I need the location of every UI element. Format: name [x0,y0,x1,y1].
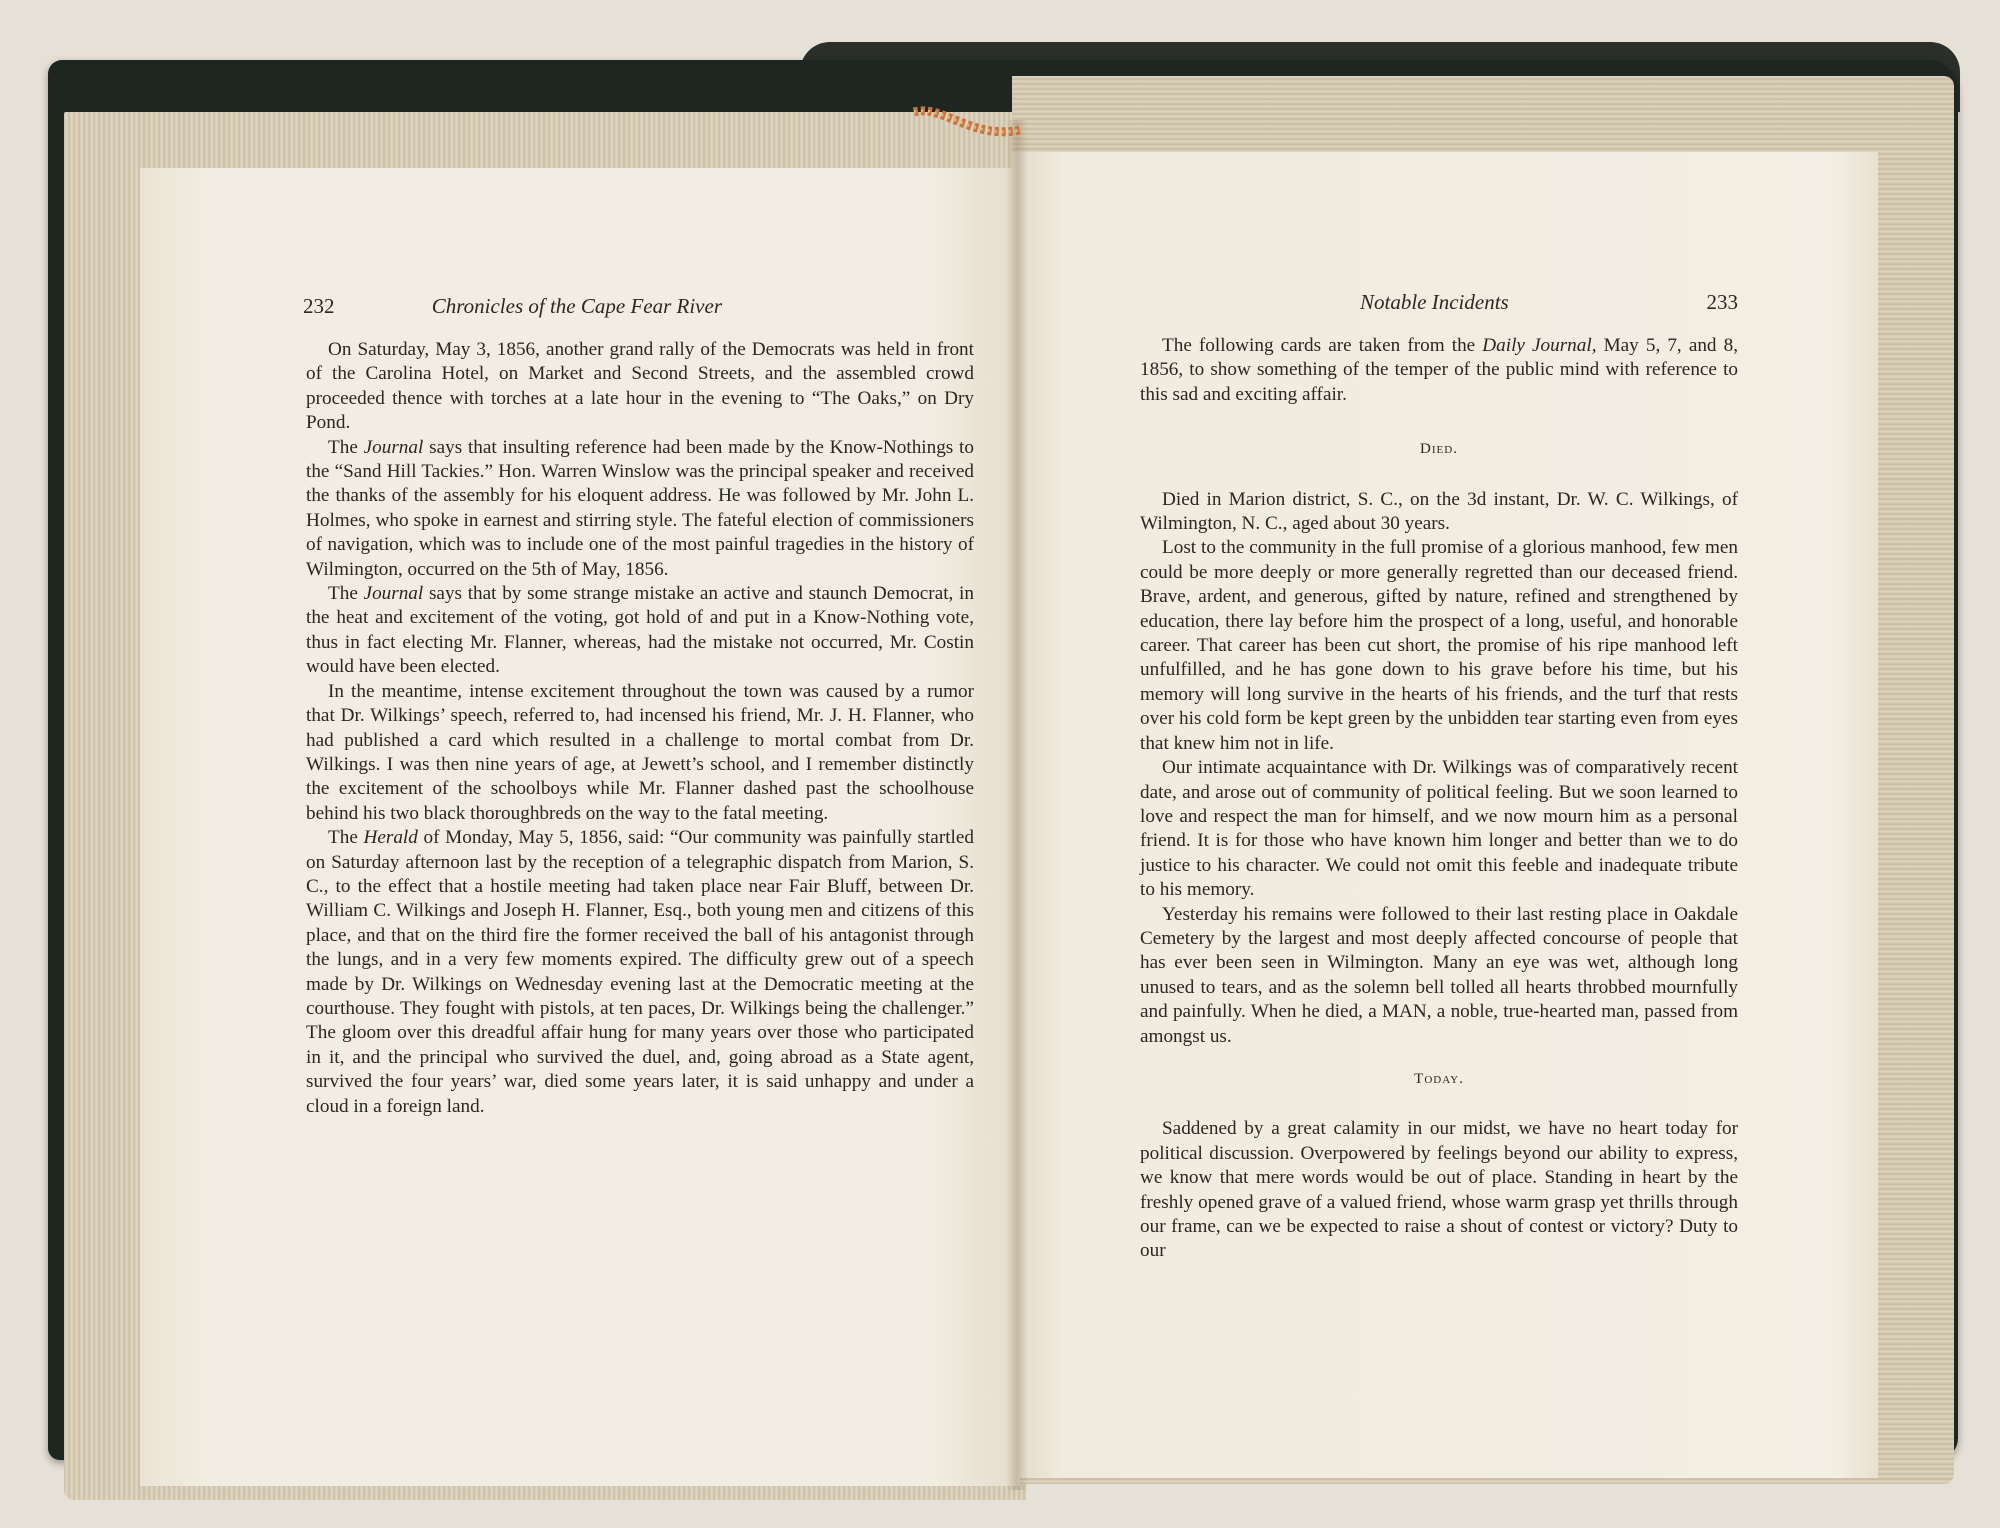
left-page-header [303,294,993,319]
paragraph: Died in Marion district, S. C., on the 3d instant, Dr. W. C. Wilkings, of Wilmington, N. C., aged about 30 years. [1140,488,1738,535]
paragraph: In the meantime, intense excitement throughout the town was caused by a rumor that Dr. Wilkings’ speech, referred to, had incensed his friend, Mr. J. H. Flanner, who had published a card which resulted in a challenge to mortal combat from Dr. Wilkings. I was then nine years of age, at Jewett’s school, and I remember distinctly the excitement of the schoolboys while Mr. Flanner dashed past the schoolhouse behind his two black thoroughbreds on the way to the fatal meeting. [306,680,974,824]
italic-title: Journal [363,436,424,458]
right-page-body [1140,334,1738,1264]
paragraph: Lost to the community in the full promise of a glorious manhood, few men could be more deeply or more generally regretted than our deceased friend. Brave, ardent, and generous, gifted by nature, refined and strengthened by education, there lay before him the prospect of a long, useful, and honorable career. That career has been cut short, the promise of his ripe manhood left unfulfilled, and he has gone down to his grave before his time, but his memory will long survive in the hearts of his friends, and the turf that rests over his cold form be kept green by the unbidden tear starting even from eyes that knew him not in life. [1140,537,1738,754]
right-running-title: Notable Incidents [1360,290,1509,314]
right-page [1012,152,1878,1478]
left-page-number: 232 [303,294,335,318]
bookmark-ribbon [912,100,1022,154]
paragraph: Saddened by a great calamity in our midst, we have no heart today for political discussion. Overpowered by feelings beyond our ability to express, we know that mere words would be out of place. Standing in heart by the freshly opened grave of a valued friend, whose warm grasp yet thrills through our frame, can we be expected to raise a shout of contest or victory? Duty to our [1140,1118,1738,1262]
paragraph: The Herald of Monday, May 5, 1856, said: “Our community was painfully startled on Saturday afternoon last by the reception of a telegraphic dispatch from Marion, S. C., to the effect that a hostile meeting had taken place near Fair Bluff, between Dr. William C. Wilkings and Joseph H. Flanner, Esq., both young men and citizens of this place, and that on the third fire the former received the ball of his antagonist through the lungs, and in a very few moments expired. The difficulty grew out of a speech made by Dr. Wilkings on Wednesday evening last at the Democratic meeting at the courthouse. They fought with pistols, at ten paces, Dr. Wilkings being the challenger.” The gloom over this dreadful affair hung for many years over those who participated in it, and the principal who survived the duel, and, going abroad as a State agent, survived the four years’ war, died some years later, it is said unhappy and under a cloud in a foreign land. [306,827,974,1117]
left-page-body [306,338,974,1119]
section-heading-died: Died. [1420,441,1458,458]
left-running-title: Chronicles of the Cape Fear River [431,294,722,318]
intro-paragraph: The following cards are taken from the Daily Journal, May 5, 7, and 8, 1856, to show something of the temper of the public mind with reference to this sad and exciting affair. [1140,335,1739,405]
paragraph: Our intimate acquaintance with Dr. Wilkings was of comparatively recent date, and arose out of community of political feeling. But we soon learned to love and respect the man for himself, and we now mourn him as a personal friend. It is for those who have known him longer and better than we to do justice to his character. We could not omit this feeble and inadequate tribute to his memory. [1140,757,1738,901]
paragraph: The Journal says that insulting reference had been made by the Know-Nothings to the “Sand Hill Tackies.” Hon. Warren Winslow was the principal speaker and received the thanks of the assembly for his eloquent address. He was followed by Mr. John L. Holmes, who spoke in earnest and stirring style. The fateful election of commissioners of navigation, which was to include one of the most painful tragedies in the history of Wilmington, occurred on the 5th of May, 1856. [306,436,974,580]
italic-title: Journal [363,583,424,605]
paragraph: The Journal says that by some strange mistake an active and staunch Democrat, in the heat and excitement of the voting, got hold of and put in a Know-Nothing vote, thus in fact electing Mr. Flanner, whereas, had the mistake not occurred, Mr. Costin would have been elected. [306,583,974,678]
left-page [140,168,1020,1486]
paragraph: On Saturday, May 3, 1856, another grand rally of the Democrats was held in front of the Carolina Hotel, on Market and Second Streets, and the assembled crowd proceeded thence with torches at a late hour in the evening to “The Oaks,” on Dry Pond. [306,339,974,434]
book-gutter [1006,120,1028,1490]
italic-title: Daily Journal, [1482,335,1597,356]
right-page-header [1142,290,1738,315]
right-page-number: 233 [1706,290,1738,314]
paragraph: Yesterday his remains were followed to their last resting place in Oakdale Cemetery by the largest and most deeply affected concourse of people that has ever been seen in Wilmington. Many an eye was wet, although long unused to tears, and as the solemn bell tolled all hearts throbbed mournfully and painfully. When he died, a MAN, a noble, true-hearted man, passed from amongst us. [1140,903,1738,1047]
section-heading-today: Today. [1414,1070,1464,1087]
italic-title: Herald [363,827,418,849]
